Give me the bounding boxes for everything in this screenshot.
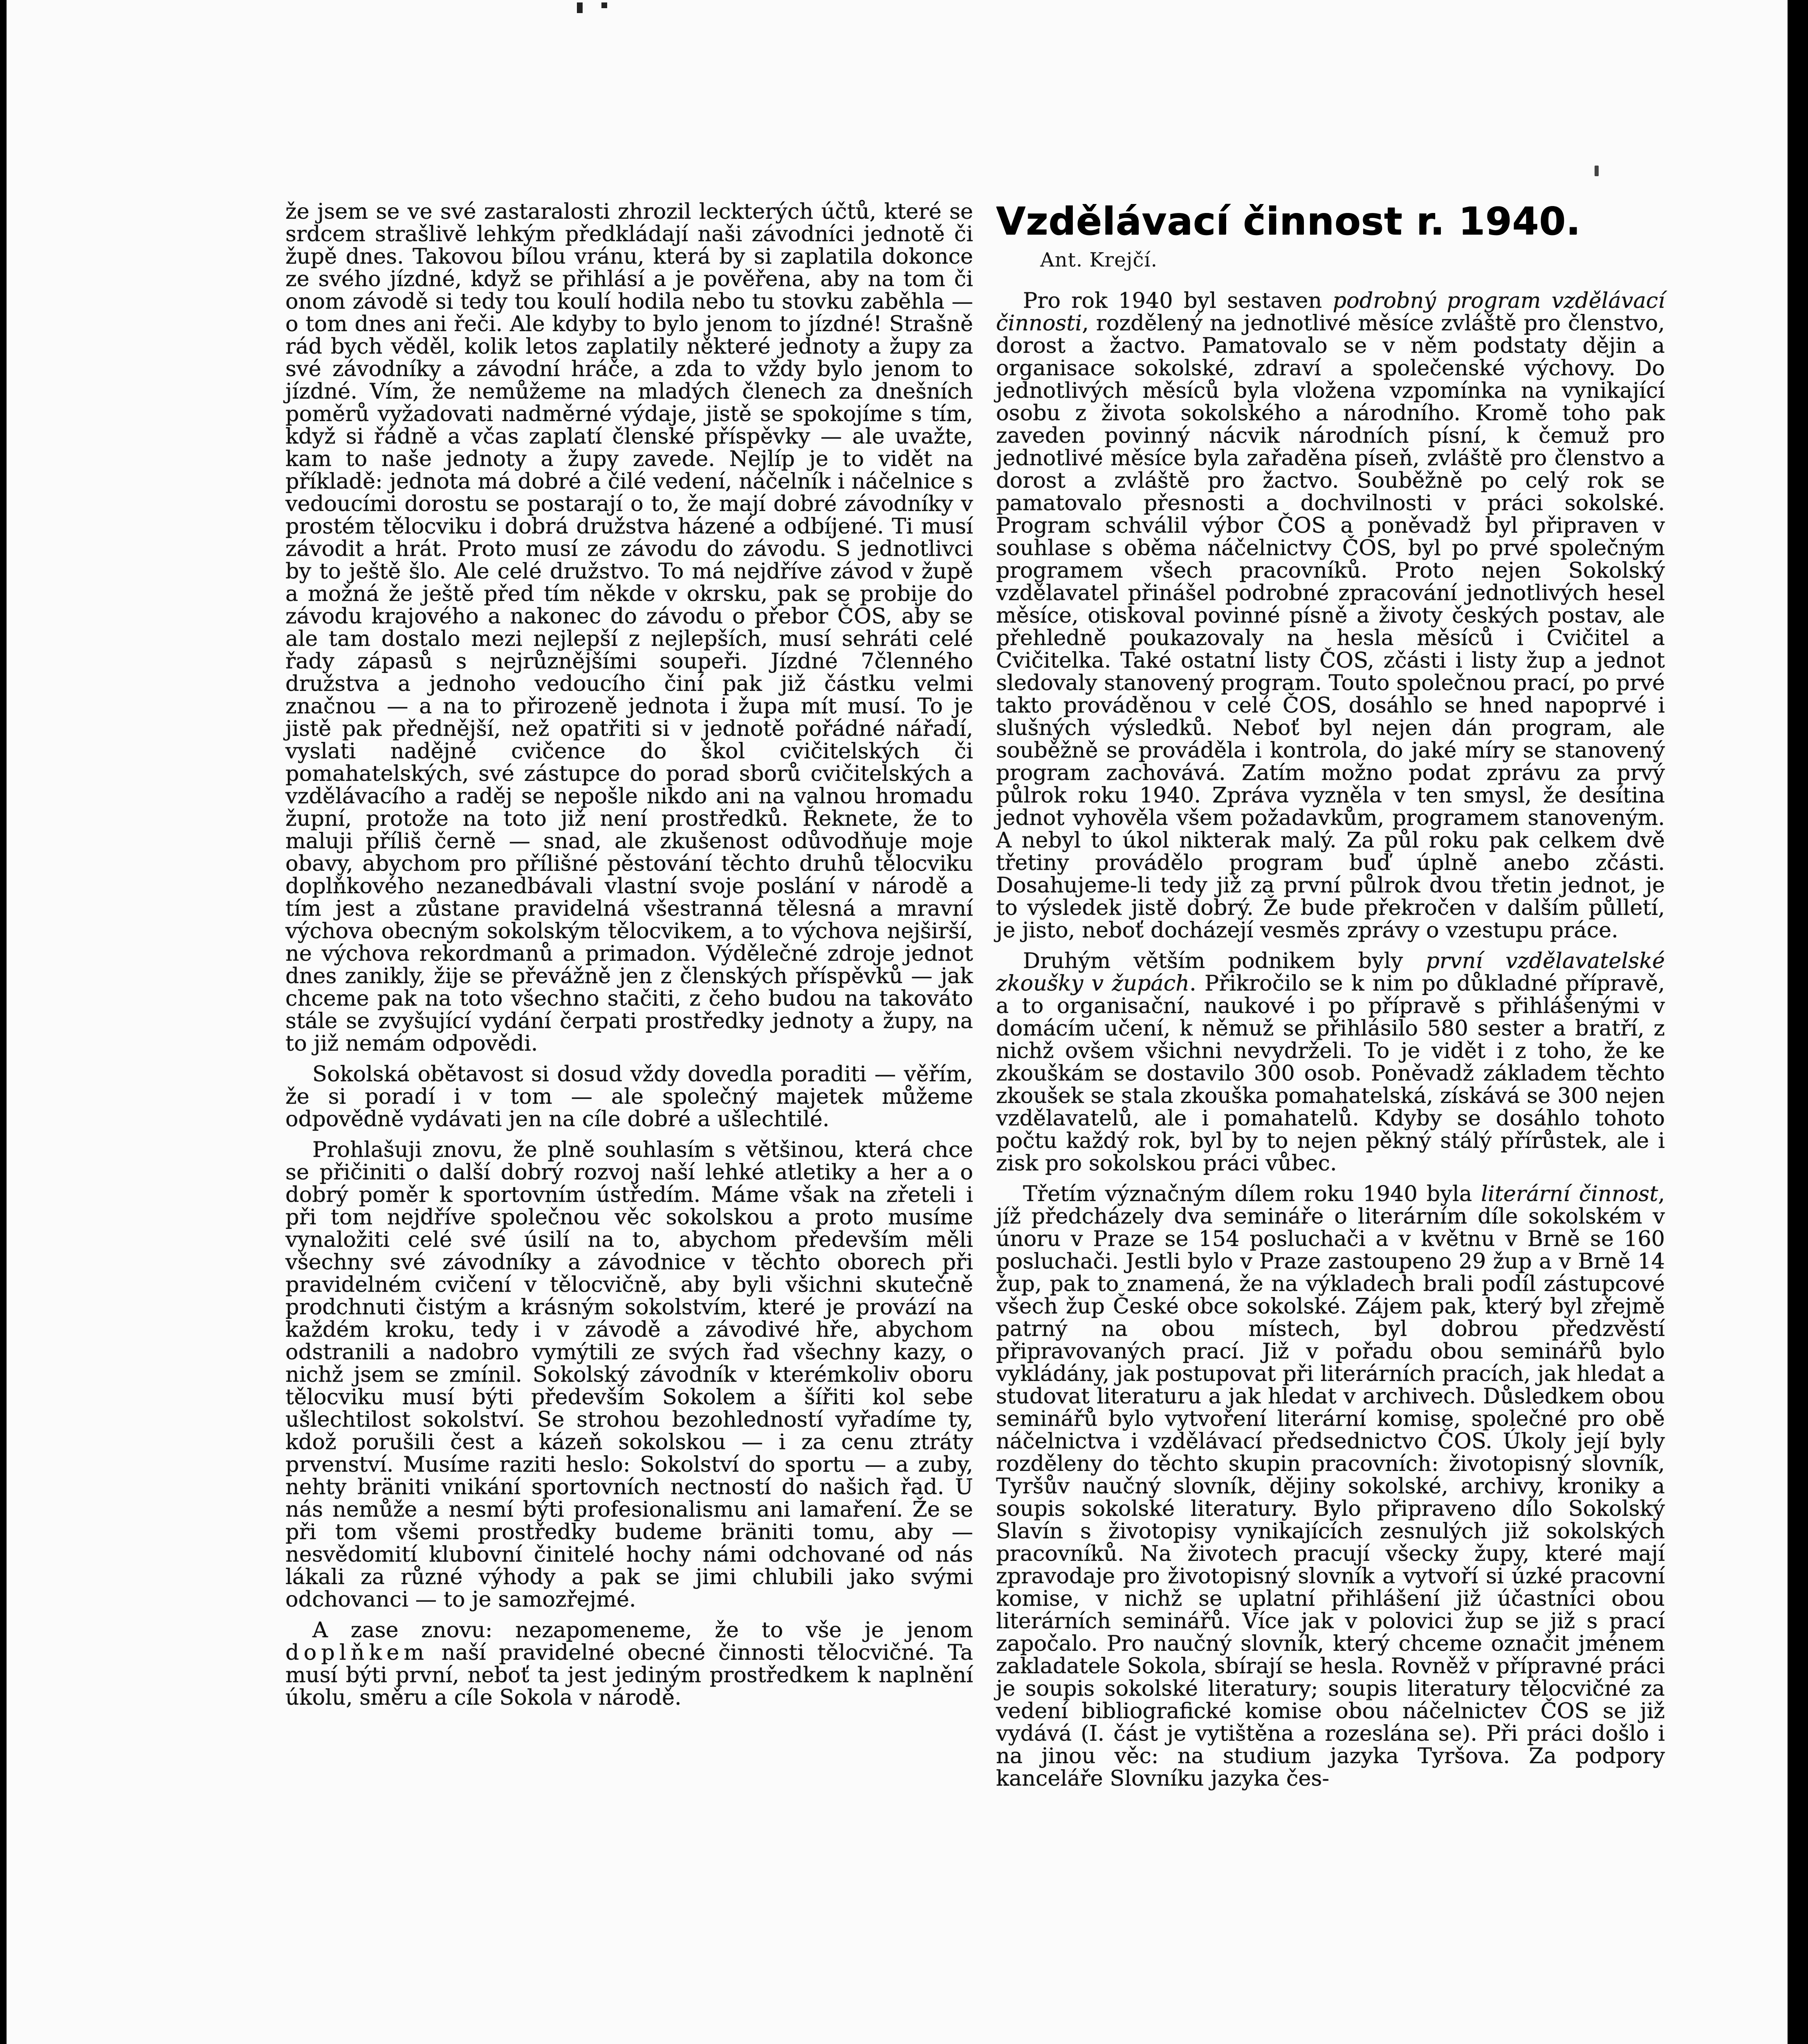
paragraph-text: Prohlašuji znovu, že plně souhlasím s většinou, která chce se přičiniti o další dobrý rozvoj naší lehké atletiky a her a o dobrý poměr k sportovním ústředím. Máme však na zřeteli i při tom nejdříve společnou věc sokolskou a proto musíme vynaložiti celé své úsilí na to, abychom především měli všechny své závodníky a závodnice v těchto oborech při pravidelném cvičení v tělocvičně, aby byli všichni skutečně prodchnuti čistým a krásným sokolstvím, které je provází na každém kroku, tedy i v závodě a závodivé hře, abychom odstranili a nadobro vymýtili ze svých řad všechny kazy, o nichž jsem se zmínil. Sokolský závodník v kterémkoliv oboru tělocviku musí býti především Sokolem a šířiti kol sebe ušlechtilost sokolství. Se strohou bezohledností vyřadíme ty, kdož porušili čest a kázeň sokolskou — i za cenu ztráty prvenství. Musíme raziti heslo: Sokolství do sportu — a zuby, nehty bräniti vnikání sportovních nectností do našich řad. U nás nemůže a nesmí býti profesionalismu ani lamaření. Že se při tom všemi prostředky budeme bräniti tomu, aby — nesvědomití klubovní činitelé hochy námi odchované od nás lákali za různé výhody a pak se jimi chlubili jako svými odchovanci — to je samozřejmé. — [285, 1137, 973, 1612]
paragraph-text: , jíž předcházely dva semináře o literárním díle sokolském v únoru v Praze se 154 posluchači a v květnu v Brně se 160 posluchači. Jestli bylo v Praze zastoupeno 29 žup a v Brně 14 žup, pak to znamená, že na výkladech brali podíl zástupcové všech žup České obce sokolské. Zájem pak, který byl zřejmě patrný na obou místech, byl dobrou předzvěstí připravovaných prací. Již v pořadu obou seminářů bylo vykládány, jak postupovat při literárních pracích, jak hledat a studovat literaturu a jak hledat v archivech. Důsledkem obou seminářů bylo vytvoření literární komise, společné pro obě náčelnictva i vzdělávací předsednictvo ČOS. Úkoly její byly rozděleny do těchto skupin pracovních: životopisný slovník, Tyršův naučný slovník, dějiny sokolské, archivy, kroniky a soupis sokolské literatury. Bylo připraveno dílo Sokolský Slavín s životopisy vynikajících zesnulých již sokolských pracovníků. Na životech pracují všecky župy, které mají zpravodaje pro životopisný slovník a vytvoří si úzké pracovní komise, v nichž se uplatní přihlášení již účastníci obou literárních seminářů. Více jak v polovici žup se již s prací započalo. Pro naučný slovník, který chceme označit jménem zakladatele Sokola, sbírají se hesla. Rovněž v přípravné práci je soupis sokolské literatury; soupis literatury tělocvičné za vedení bibliografické komise obou náčelnictev ČOS se již vydává (I. část je vytištěna a rozeslána se). Při práci došlo i na jinou věc: na studium jazyka Tyršova. Za podpory kanceláře Slovníku jazyka čes- — [996, 1181, 1665, 1791]
italic-emphasis: podrobný program vzdělávací činnosti — [996, 288, 1665, 336]
paragraph — [285, 1063, 973, 1130]
right-column — [996, 289, 1665, 1798]
italic-emphasis: první vzdělavatelské zkoušky v župách — [996, 948, 1665, 996]
scan-mark — [1595, 166, 1599, 176]
document-page — [7, 0, 1788, 2044]
paragraph-text: že jsem se ve své zastaralosti zhrozil leckterých účtů, které se srdcem strašlivě lehkým předkládají naši závodníci jednotě či župě dnes. Takovou bílou vránu, která by si zaplatila dokonce ze svého jízdné, když se přihlásí a je pověřena, aby na tom či onom závodě si tedy tou koulí hodila nebo tu stovku zaběhla — o tom dnes ani řeči. Ale kdyby to bylo jenom to jízdné! Strašně rád bych věděl, kolik letos zaplatily některé jednoty a župy za své závodníky a závodní hráče, a zda to vždy bylo jenom to jízdné. Vím, že nemůžeme na mladých členech za dnešních poměrů vyžadovati nadměrné výdaje, jistě se spokojíme s tím, když si řádně a včas zaplatí členské příspěvky — ale uvažte, kam to naše jednoty a župy zavede. Nejlíp je to vidět na příkladě: jednota má dobré a čilé vedení, náčelník i náčelnice s vedoucími dorostu se postarají o to, že mají dobré závodníky v prostém tělocviku i dobrá družstva házené a odbíjené. Ti musí závodit a hrát. Proto musí ze závodu do závodu. S jednotlivci by to ještě šlo. Ale celé družstvo. To má nejdříve závod v župě a možná že ještě před tím někde v okrsku, pak se probije do závodu krajového a nakonec do závodu o přebor ČOS, aby se ale tam dostalo mezi nejlepší z nejlepších, musí sehráti celé řady zápasů s nejrůznějšími soupeři. Jízdné 7členného družstva a jednoho vedoucího činí pak již částku velmi značnou — a na to přirozeně jednota i župa mít musí. To je jistě pak přednější, než opatřiti si v jednotě pořádné nářadí, vyslati nadějné cvičence do škol cvičitelských či pomahatelských, své zástupce do porad sborů cvičitelských a vzdělávacího a raděj se nepošle nikdo ani na valnou hromadu župní, protože na toto již není prostředků. Řeknete, že to maluji příliš černě — snad, ale zkušenost odůvodňuje moje obavy, abychom pro přílišné pěstování těchto druhů tělocviku doplňkového nezanedbávali vlastní svoje poslání v národě a tím jest a zůstane pravidelná všestranná tělesná a mravní výchova obecným sokolským tělocvikem, a to výchova nejširší, ne výchova rekordmanů a primadon. Výdělečné zdroje jednot dnes zanikly, žije se převážně jen z členských příspěvků — jak chceme pak na toto všechno stačiti, z čeho budou na takováto stále se zvyšující vydání čerpati prostředky jednoty a župy, na to již nemám odpovědi. — [285, 199, 973, 1056]
article-headline: Vzdělávací činnost r. 1940. — [996, 199, 1581, 243]
scan-mark — [601, 2, 607, 8]
paragraph-text: , rozdělený na jednotlivé měsíce zvláště pro členstvo, dorost a žactvo. Pamatovalo se v něm podstaty dějin a organisace sokolské, zdraví a společenské výchovy. Do jednotlivých měsíců byla vložena vzpomínka na vynikající osobu z života sokolského a národního. Kromě toho pak zaveden povinný nácvik národních písní, k čemuž pro jednotlivé měsíce byla zařaděna píseň, zvláště pro členstvo a dorost a zvláště pro žactvo. Souběžně po celý rok se pamatovalo přesnosti a dochvilnosti v práci sokolské. Program schválil výbor ČOS a poněvadž byl připraven v souhlase s oběma náčelnictvy ČOS, byl po prvé společným programem všech pracovníků. Proto nejen Sokolský vzdělavatel přinášel podrobné zpracování jednotlivých hesel měsíce, otiskoval povinné písně a životy českých postav, ale přehledně poukazovaly na hesla měsíců i Cvičitel a Cvičitelka. Také ostatní listy ČOS, zčásti i listy žup a jednot sledovaly stanovený program. Touto společnou prací, po prvé takto prováděnou v celé ČOS, dosáhlo se hned napoprvé i slušných výsledků. Neboť byl nejen dán program, ale souběžně se prováděla i kontrola, do jaké míry se stanovený program zachovává. Zatím možno podat zprávu za prvý půlrok roku 1940. Zpráva vyzněla v ten smysl, že desítina jednot vyhověla všem požadavkům, programem stanoveným. A nebyl to úkol nikterak malý. Za půl roku pak celkem dvě třetiny provádělo program buď úplně anebo zčásti. Dosahujeme-li tedy již za první půlrok dvou třetin jednot, je to výsledek jistě dobrý. Že bude překročen v dalším půlletí, je jisto, neboť docházejí vesměs zprávy o vzestupu práce. — [996, 311, 1665, 943]
paragraph — [285, 1619, 973, 1709]
left-column — [285, 200, 973, 1717]
paragraph — [285, 1139, 973, 1611]
italic-emphasis: literární činnost — [1481, 1181, 1658, 1206]
paragraph-text: . Přikročilo se k nim po důkladné přípravě, a to organisační, naukové i po přípravě s přihlášenými v domácím učení, k němuž se přihlásilo 580 sester a bratří, z nichž ovšem všichni nevydrželi. To je vidět i z toho, že ke zkouškám se dostavilo 300 osob. Poněvadž základem těchto zkoušek se stala zkouška pomahatelská, získává se 300 nejen vzdělavatelů, ale i pomahatelů. Kdyby se dosáhlo tohoto počtu každý rok, byl by to nejen pěkný stálý přírůstek, ale i zisk pro sokolskou práci vůbec. — [996, 971, 1665, 1176]
paragraph-text: naší pravidelné obecné činnosti tělocvičné. Ta musí býti první, neboť ta jest jediným prostředkem k naplnění úkolu, směru a cíle Sokola v národě. — [285, 1640, 973, 1710]
paragraph-text: Třetím význačným dílem roku 1940 byla — [1023, 1181, 1481, 1206]
paragraph-text: A zase znovu: nezapomeneme, že to vše je jenom — [312, 1618, 973, 1643]
paragraph — [996, 1183, 1665, 1790]
paragraph-text: Pro rok 1940 byl sestaven — [1023, 288, 1333, 313]
article-byline: Ant. Krejčí. — [1040, 249, 1157, 271]
paragraph — [996, 289, 1665, 941]
paragraph — [996, 950, 1665, 1174]
paragraph-text: Sokolská obětavost si dosud vždy dovedla poraditi — věřím, že si poradí i v tom — ale společný majetek můžeme odpovědně vydávati jen na cíle dobré a ušlechtilé. — [285, 1062, 973, 1132]
paragraph-text: Druhým větším podnikem byly — [1023, 948, 1426, 973]
spaced-emphasis: doplňkem — [285, 1640, 429, 1665]
paragraph — [285, 200, 973, 1055]
scan-mark — [577, 2, 583, 13]
